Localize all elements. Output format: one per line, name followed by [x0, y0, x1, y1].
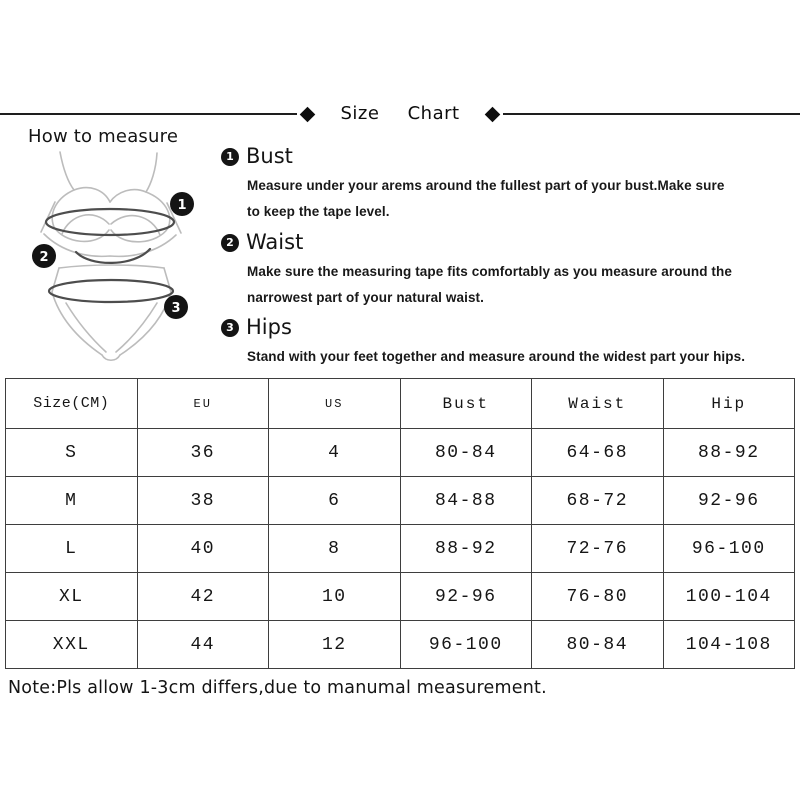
table-cell: 64-68 [532, 429, 664, 477]
table-cell: S [6, 429, 138, 477]
measure-section-waist [221, 231, 786, 311]
table-cell: 80-84 [532, 621, 664, 669]
table-cell: 92-96 [663, 477, 795, 525]
table-cell: L [6, 525, 138, 573]
header-rule-right [503, 113, 800, 115]
bust-instruction-line: Measure under your arems around the fullest part of your bust.Make sure [247, 178, 725, 194]
table-cell: 80-84 [400, 429, 532, 477]
table-cell: 92-96 [400, 573, 532, 621]
table-row-s [6, 429, 795, 477]
measure-section-bust [221, 145, 786, 225]
header-cell-hip: Hip [663, 379, 795, 429]
header-cell-waist: Waist [532, 379, 664, 429]
hips-heading [221, 316, 786, 339]
svg-text:2: 2 [39, 250, 49, 265]
bust-number-badge: 1 [221, 148, 239, 166]
header-rule-left [0, 113, 297, 115]
header [0, 105, 800, 123]
header-cell-eu: EU [137, 379, 269, 429]
bust-instructions [247, 173, 786, 225]
page-title: Size Chart [340, 103, 460, 124]
waist-heading [221, 231, 786, 254]
table-cell: 36 [137, 429, 269, 477]
figure-badge-1 [170, 192, 194, 216]
header-cell-us: US [269, 379, 401, 429]
measurement-note: Note:Pls allow 1-3cm differs,due to manumal measurement. [8, 678, 547, 698]
table-cell: XL [6, 573, 138, 621]
table-cell: 96-100 [400, 621, 532, 669]
table-cell: 96-100 [663, 525, 795, 573]
table-cell: M [6, 477, 138, 525]
table-cell: 76-80 [532, 573, 664, 621]
size-table [5, 378, 795, 669]
table-row-xxl [6, 621, 795, 669]
table-row-xl [6, 573, 795, 621]
header-cell-size: Size(CM) [6, 379, 138, 429]
header-cell-bust: Bust [400, 379, 532, 429]
table-cell: 10 [269, 573, 401, 621]
waist-instruction-line: narrowest part of your natural waist. [247, 290, 484, 306]
measure-section-hips [221, 316, 786, 370]
table-cell: 44 [137, 621, 269, 669]
diamond-icon-left [300, 106, 316, 122]
figure-badge-2 [32, 244, 56, 268]
table-cell: 104-108 [663, 621, 795, 669]
bust-instruction-line: to keep the tape level. [247, 204, 390, 220]
table-cell: 8 [269, 525, 401, 573]
table-cell: 88-92 [400, 525, 532, 573]
waist-title: Waist [246, 230, 304, 254]
bikini-top-sketch [41, 152, 181, 256]
table-cell: XXL [6, 621, 138, 669]
bust-heading [221, 145, 786, 168]
table-cell: 68-72 [532, 477, 664, 525]
table-cell: 88-92 [663, 429, 795, 477]
diamond-icon-right [484, 106, 500, 122]
bust-title: Bust [246, 144, 293, 168]
table-cell: 84-88 [400, 477, 532, 525]
table-cell: 100-104 [663, 573, 795, 621]
table-cell: 4 [269, 429, 401, 477]
measurement-figure [18, 140, 208, 375]
figure-badge-3 [164, 295, 188, 319]
table-cell: 38 [137, 477, 269, 525]
table-cell: 12 [269, 621, 401, 669]
table-row-l [6, 525, 795, 573]
waist-number-badge: 2 [221, 234, 239, 252]
how-to-measure-title: How to measure [28, 126, 179, 147]
table-row-m [6, 477, 795, 525]
hips-instructions [247, 344, 786, 370]
hips-title: Hips [246, 315, 292, 339]
table-cell: 6 [269, 477, 401, 525]
waist-instruction-line: Make sure the measuring tape fits comfortably as you measure around the [247, 264, 732, 280]
table-cell: 42 [137, 573, 269, 621]
waist-instructions [247, 259, 786, 311]
table-cell: 72-76 [532, 525, 664, 573]
size-table-header-row [6, 379, 795, 429]
svg-text:1: 1 [177, 198, 187, 213]
svg-text:3: 3 [171, 301, 181, 316]
table-cell: 40 [137, 525, 269, 573]
hips-number-badge: 3 [221, 319, 239, 337]
bust-tape-line [46, 209, 174, 235]
hip-tape-line [49, 280, 173, 302]
hips-instruction-line: Stand with your feet together and measure around the widest part your hips. [247, 349, 746, 365]
